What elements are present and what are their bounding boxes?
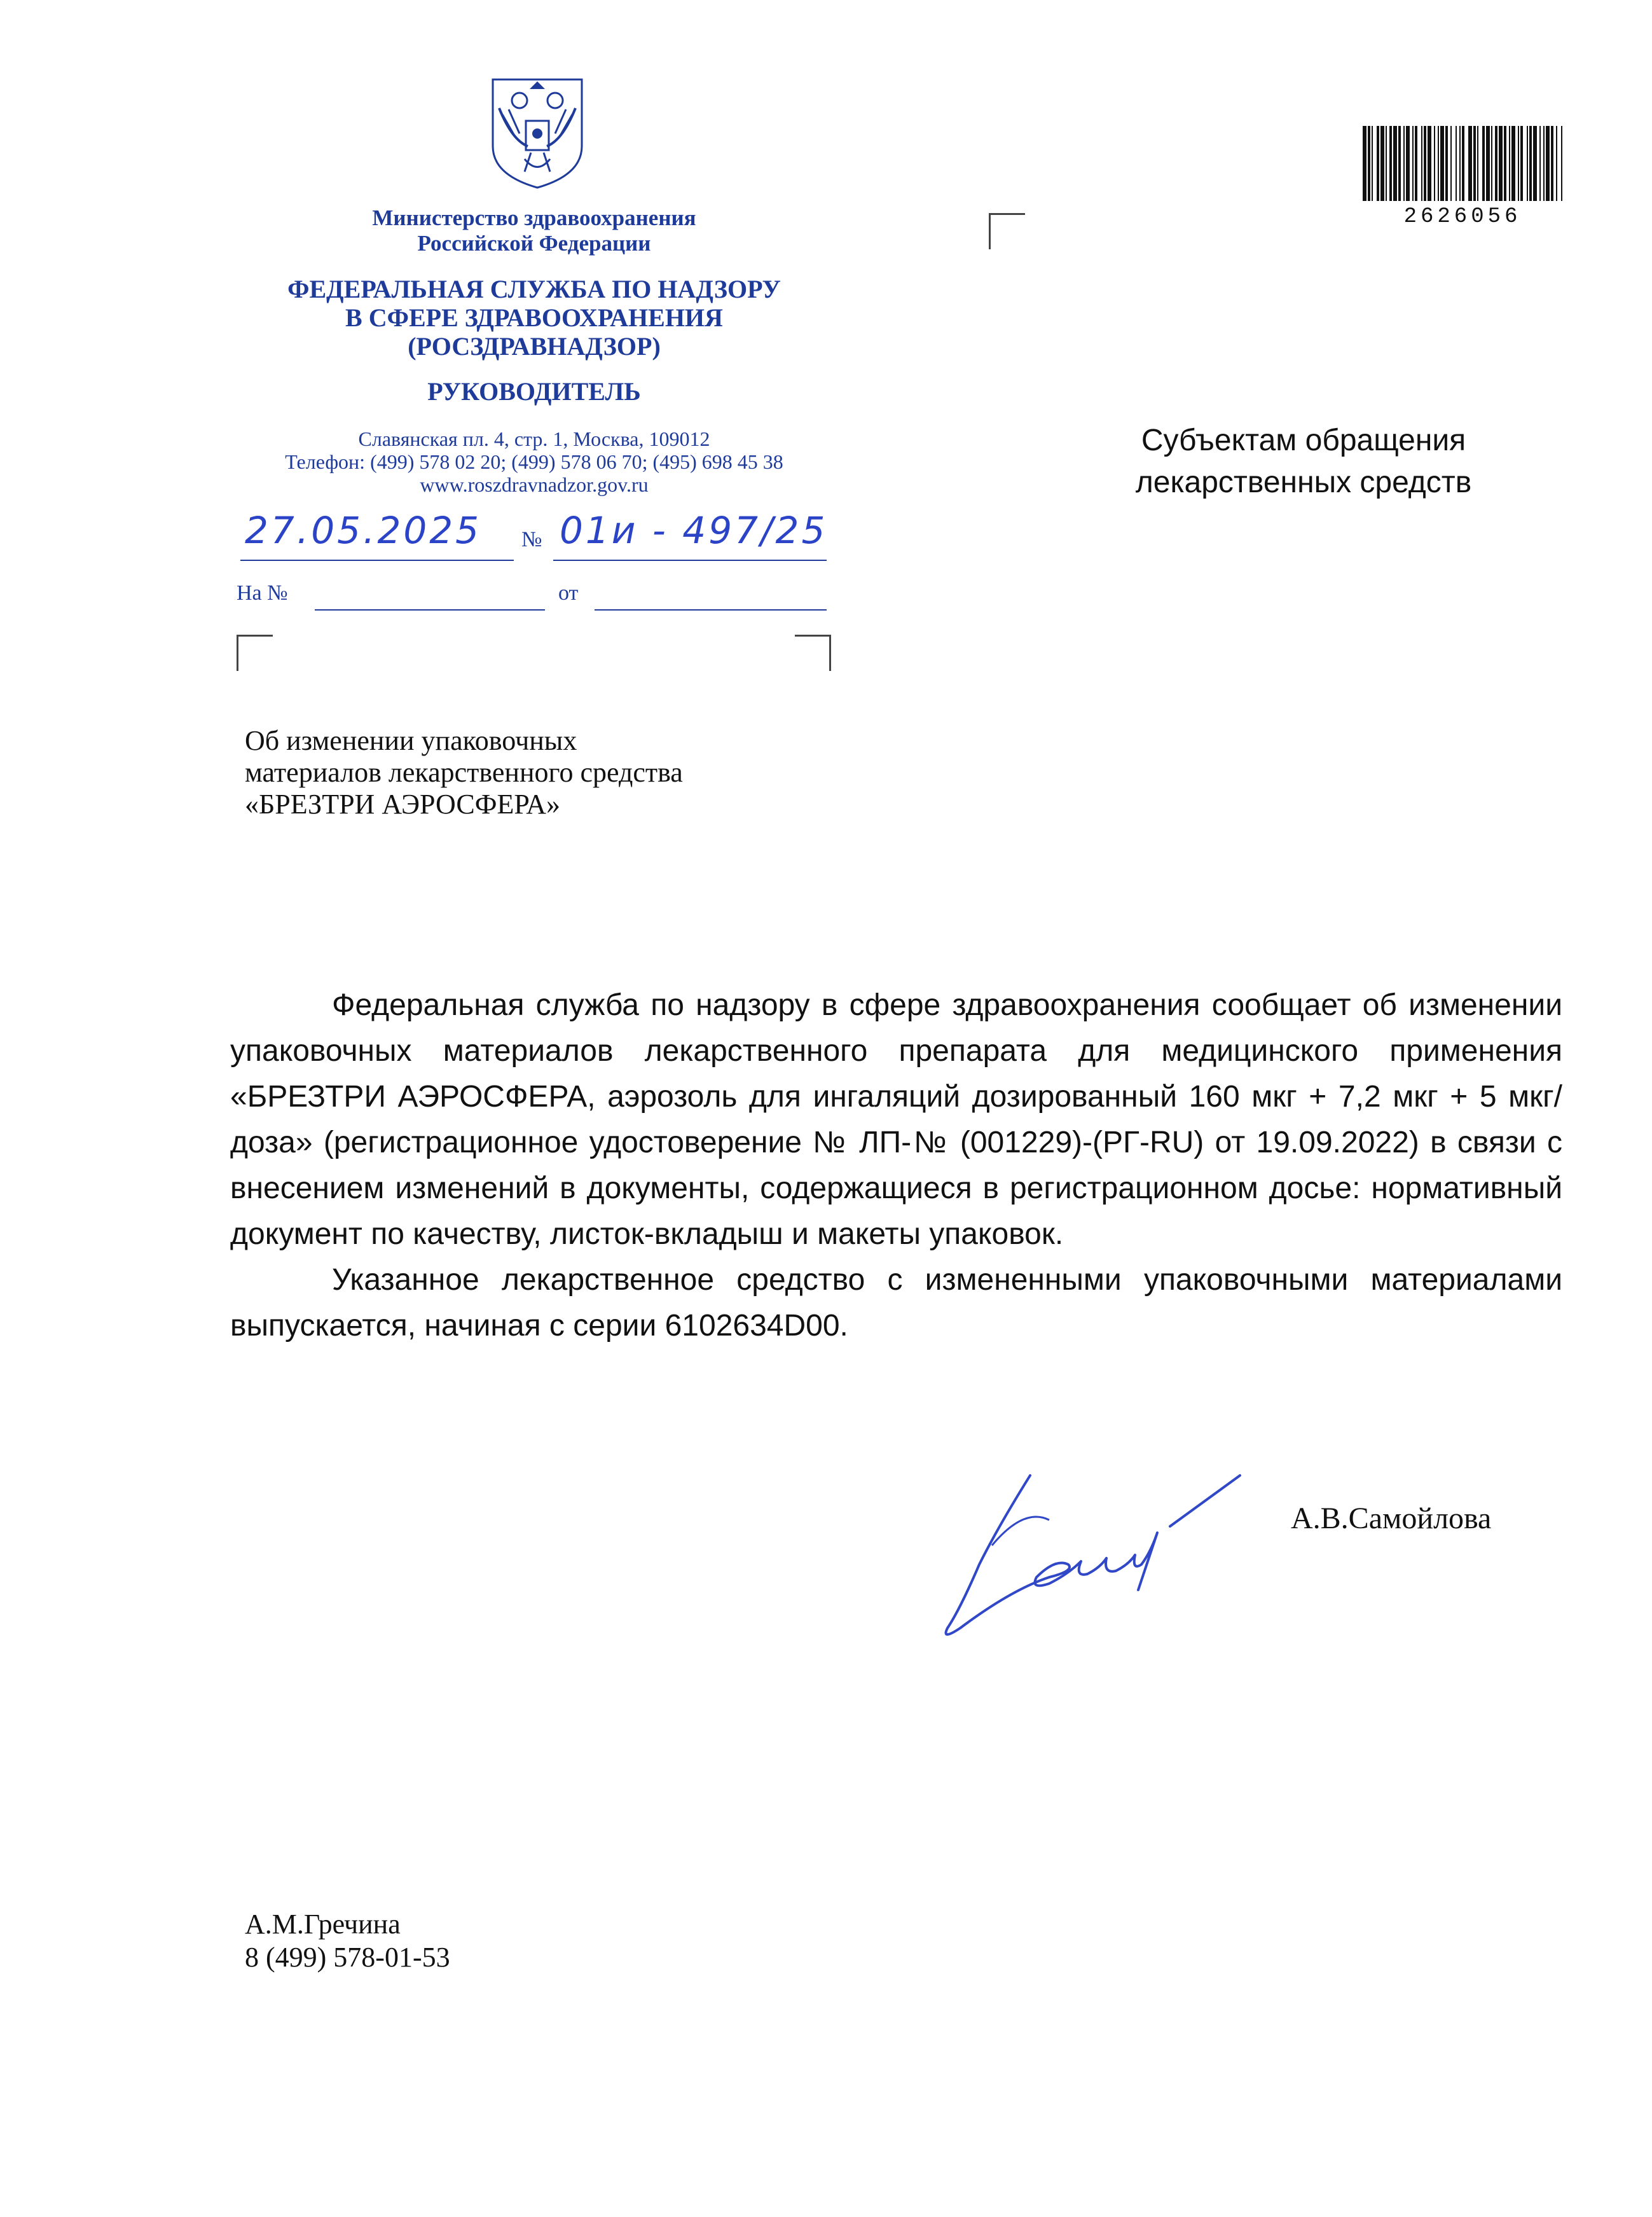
reference-number-line — [315, 609, 545, 611]
barcode-number: 2626056 — [1403, 205, 1522, 229]
reference-date-label: от — [558, 581, 579, 605]
service-line: (РОСЗДРАВНАДЗОР) — [408, 332, 661, 361]
service-line: ФЕДЕРАЛЬНАЯ СЛУЖБА ПО НАДЗОРУ — [287, 275, 781, 303]
phones: Телефон: (499) 578 02 20; (499) 578 06 70; (495) 698 45 38 — [285, 450, 783, 473]
number-label: № — [521, 528, 542, 551]
registration-date: 27.05.2025 — [245, 509, 482, 552]
letter-body — [230, 983, 1562, 1349]
recipient-line: Субъектам обращения — [1141, 424, 1466, 457]
recipient — [1081, 420, 1526, 504]
executor-block — [245, 1908, 450, 1974]
ministry-line: Министерство здравоохранения — [372, 205, 696, 230]
subject-line: материалов лекарственного средства — [245, 757, 683, 788]
reference-number-label: На № — [237, 581, 288, 605]
corner-mark — [795, 635, 831, 671]
body-paragraph: Указанное лекарственное средство с измененными упаковочными материалами выпускается, начиная с серии 6102634D00. — [230, 1263, 1562, 1343]
corner-mark — [237, 635, 273, 671]
number-underline — [553, 560, 827, 561]
service-line: В СФЕРЕ ЗДРАВООХРАНЕНИЯ — [345, 303, 723, 332]
subject-line: Об изменении упаковочных — [245, 725, 577, 756]
address: Славянская пл. 4, стр. 1, Москва, 109012 — [358, 427, 710, 450]
recipient-line: лекарственных средств — [1135, 466, 1472, 499]
executor-phone: 8 (499) 578-01-53 — [245, 1942, 450, 1973]
website: www.roszdravnadzor.gov.ru — [420, 473, 649, 496]
executor-name: А.М.Гречина — [245, 1909, 401, 1940]
subject-line: «БРЕЗТРИ АЭРОСФЕРА» — [245, 789, 560, 820]
head-title: РУКОВОДИТЕЛЬ — [427, 377, 641, 406]
contact-block — [235, 427, 833, 496]
registration-number: 01и - 497/25 — [560, 509, 828, 552]
body-paragraph: Федеральная служба по надзору в сфере здравоохранения сообщает об изменении упаковочных материалов лекарственного препарата для медицинского применения «БРЕЗТРИ АЭРОСФЕРА, аэрозоль для ингаляций дозированный 160 мкг + 7,2 мкг + 5 мкг/доза» (регистрационное удостоверение № ЛП-№ (001229)-(РГ-RU) от 19.09.2022) в связи с внесением изменений в документы, содержащиеся в регистрационном досье: нормативный документ по качеству, листок-вкладыш и макеты упаковок. — [230, 988, 1562, 1251]
reference-date-line — [595, 609, 827, 611]
handwritten-signature-icon — [922, 1450, 1253, 1654]
coat-of-arms-icon — [480, 70, 595, 191]
ministry-name — [280, 205, 788, 256]
service-name — [229, 275, 839, 361]
corner-mark — [989, 213, 1025, 249]
ministry-line: Российской Федерации — [417, 231, 651, 256]
date-underline — [240, 560, 514, 561]
barcode-icon — [1363, 126, 1563, 201]
signer-name: А.В.Самойлова — [1291, 1502, 1492, 1535]
subject — [245, 725, 881, 820]
